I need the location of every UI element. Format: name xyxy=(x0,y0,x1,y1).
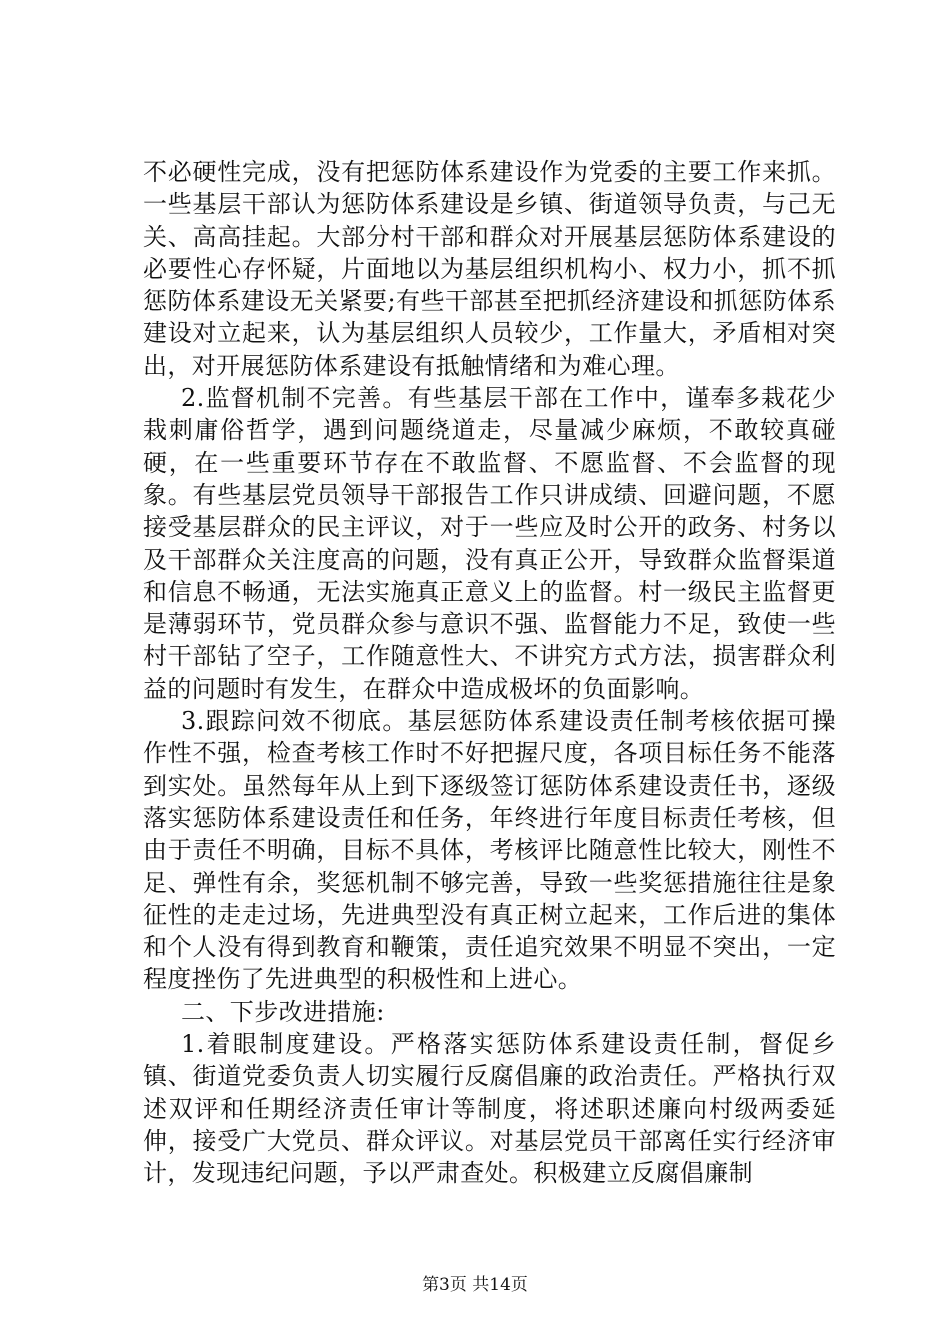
body-text xyxy=(143,156,836,1190)
paragraph-accountability-tracking: 3.跟踪问效不彻底。基层惩防体系建设责任制考核依据可操作性不强，检查考核工作时不好把握尺度，各项目标任务不能落到实处。虽然每年从上到下逐级签订惩防体系建设责任书，逐级落实惩防体系建设责任和任务，年终进行年度目标责任考核，但由于责任不明确，目标不具体，考核评比随意性比较大，刚性不足、弹性有余，奖惩机制不够完善，导致一些奖惩措施往往是象征性的走走过场，先进典型没有真正树立起来，工作后进的集体和个人没有得到教育和鞭策，责任追究效果不明显不突出，一定程度挫伤了先进典型的积极性和上进心。 xyxy=(143,707,836,994)
paragraph-supervision-mechanism: 2.监督机制不完善。有些基层干部在工作中，谨奉多栽花少栽刺庸俗哲学，遇到问题绕道走，尽量减少麻烦，不敢较真碰硬，在一些重要环节存在不敢监督、不愿监督、不会监督的现象。有些基层党员领导干部报告工作只讲成绩、回避问题，不愿接受基层群众的民主评议，对于一些应及时公开的政务、村务以及干部群众关注度高的问题，没有真正公开，导致群众监督渠道和信息不畅通，无法实施真正意义上的监督。村一级民主监督更是薄弱环节，党员群众参与意识不强、监督能力不足，致使一些村干部钻了空子，工作随意性大、不讲究方式方法，损害群众利益的问题时有发生，在群众中造成极坏的负面影响。 xyxy=(143,384,836,703)
paragraph-institution-building: 1.着眼制度建设。严格落实惩防体系建设责任制，督促乡镇、街道党委负责人切实履行反腐倡廉的政治责任。严格执行双述双评和任期经济责任审计等制度，将述职述廉向村级两委延伸，接受广大党员、群众评议。对基层党员干部离任实行经济审计，发现违纪问题，予以严肃查处。积极建立反腐倡廉制 xyxy=(143,1030,836,1188)
paragraph-continuation: 不必硬性完成，没有把惩防体系建设作为党委的主要工作来抓。一些基层干部认为惩防体系建设是乡镇、街道领导负责，与己无关、高高挂起。大部分村干部和群众对开展基层惩防体系建设的必要性心存怀疑，片面地以为基层组织机构小、权力小，抓不抓惩防体系建设无关紧要;有些干部甚至把抓经济建设和抓惩防体系建设对立起来，认为基层组织人员较少，工作量大，矛盾相对突出，对开展惩防体系建设有抵触情绪和为难心理。 xyxy=(143,158,836,380)
page-number-footer: 第3页 共14页 xyxy=(422,1275,528,1295)
section-heading-improvement-measures: 二、下步改进措施: xyxy=(181,997,385,1026)
